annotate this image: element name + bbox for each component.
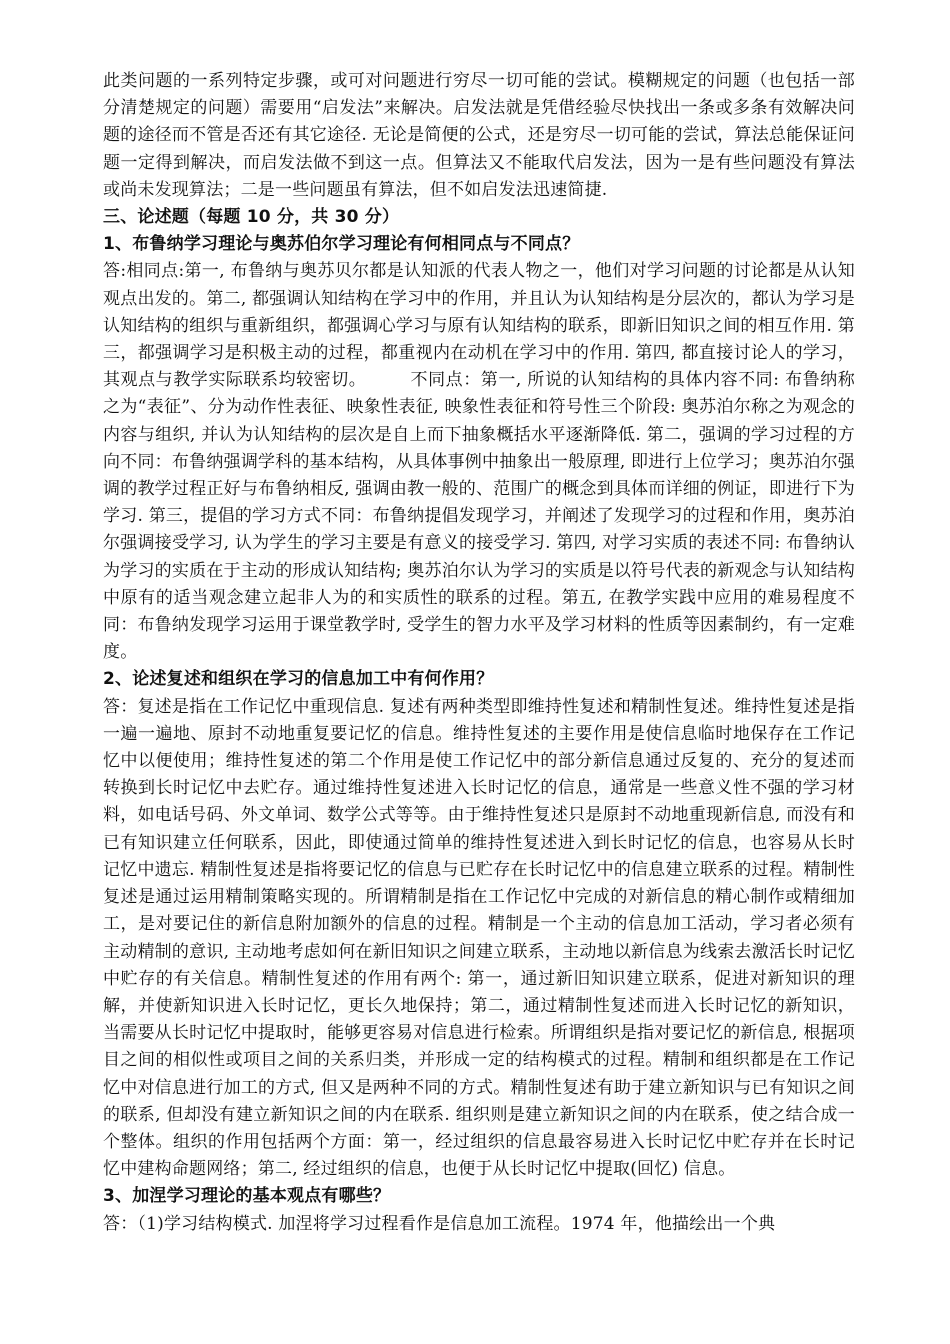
section-heading: 三、论述题（每题 10 分，共 30 分）: [103, 207, 400, 228]
question-3-answer: 答：（1)学习结构模式. 加涅将学习过程看作是信息加工流程。1974 年，他描绘出一个典: [103, 1213, 776, 1234]
document-page: [103, 68, 855, 1238]
question-1-title: 1、布鲁纳学习理论与奥苏伯尔学习理论有何相同点与不同点？: [103, 234, 580, 255]
question-2-title: 2、论述复述和组织在学习的信息加工中有何作用？: [103, 669, 494, 690]
question-3-title: 3、加涅学习理论的基本观点有哪些？: [103, 1186, 391, 1207]
intro-paragraph: 此类问题的一系列特定步骤，或可对问题进行穷尽一切可能的尝试。模糊规定的问题（也包括一部分清楚规定的问题）需要用“启发法”来解决。启发法就是凭借经验尽快找出一条或多条有效解决问题的途径而不管是否还有其它途径. 无论是简便的公式，还是穷尽一切可能的尝试，算法总能保证问题一定得到解决，而启发法做不到这一点。但算法又不能取代启发法，因为一是有些问题没有算法或尚未发现算法；二是一些问题虽有算法，但不如启发法迅速简捷.: [103, 71, 855, 200]
question-1-answer: 答:相同点:第一, 布鲁纳与奥苏贝尔都是认知派的代表人物之一，他们对学习问题的讨论都是从认知观点出发的。第二, 都强调认知结构在学习中的作用，并且认为认知结构是分层次的，都认为学习是认知结构的组织与重新组织，都强调心学习与原有认知结构的联系，即新旧知识之间的相互作用. 第三，都强调学习是积极主动的过程，都重视内在动机在学习中的作用. 第四, 都直接讨论人的学习，其观点与教学实际联系均较密切。 不同点：第一, 所说的认知结构的具体内容不同: 布鲁纳称之为“表征”、分为动作性表征、映象性表征, 映象性表征和符号性三个阶段: 奥苏泊尔称之为观念的内容与组织, 并认为认知结构的层次是自上而下抽象概括水平逐渐降低. 第二，强调的学习过程的方向不同：布鲁纳强调学科的基本结构，从具体事例中抽象出一般原理, 即进行上位学习；奥苏泊尔强调的教学过程正好与布鲁纳相反, 强调由教一般的、范围广的概念到具体而详细的例证，即进行下为学习. 第三，提倡的学习方式不同：布鲁纳提倡发现学习，并阐述了发现学习的过程和作用，奥苏泊尔强调接受学习, 认为学生的学习主要是有意义的接受学习. 第四, 对学习实质的表述不同: 布鲁纳认为学习的实质在于主动的形成认知结构; 奥苏泊尔认为学习的实质是以符号代表的新观念与认知结构中原有的适当观念建立起非人为的和实质性的联系的过程。第五, 在教学实践中应用的难易程度不同：布鲁纳发现学习运用于课堂教学时, 受学生的智力水平及学习材料的性质等因素制约，有一定难度。: [103, 261, 856, 663]
question-2-answer: 答：复述是指在工作记忆中重现信息. 复述有两种类型即维持性复述和精制性复述。维持性复述是指一遍一遍地、原封不动地重复要记忆的信息。维持性复述的主要作用是使信息临时地保存在工作记忆中以便使用；维持性复述的第二个作用是使工作记忆中的部分新信息通过反复的、充分的复述而转换到长时记忆中去贮存。通过维持性复述进入长时记忆的信息，通常是一些意义性不强的学习材料，如电话号码、外文单词、数学公式等等。由于维持性复述只是原封不动地重现新信息, 而没有和已有知识建立任何联系，因此，即使通过简单的维持性复述进入到长时记忆的信息，也容易从长时记忆中遗忘. 精制性复述是指将要记忆的信息与已贮存在长时记忆中的信息建立联系的过程。精制性复述是通过运用精制策略实现的。所谓精制是指在工作记忆中完成的对新信息的精心制作或精细加工，是对要记住的新信息附加额外的信息的过程。精制是一个主动的信息加工活动，学习者必须有主动精制的意识, 主动地考虑如何在新旧知识之间建立联系，主动地以新信息为线索去激活长时记忆中贮存的有关信息。精制性复述的作用有两个: 第一，通过新旧知识建立联系，促进对新知识的理解，并使新知识进入长时记忆，更长久地保持；第二，通过精制性复述而进入长时记忆的新知识，当需要从长时记忆中提取时，能够更容易对信息进行检索。所谓组织是指对要记忆的新信息, 根据项目之间的相似性或项目之间的关系归类，并形成一定的结构模式的过程。精制和组织都是在工作记忆中对信息进行加工的方式, 但又是两种不同的方式。精制性复述有助于建立新知识与已有知识之间的联系, 但却没有建立新知识之间的内在联系. 组织则是建立新知识之间的内在联系，使之结合成一个整体。组织的作用包括两个方面：第一，经过组织的信息最容易进入长时记忆中贮存并在长时记忆中建构命题网络；第二, 经过组织的信息，也便于从长时记忆中提取(回忆) 信息。: [103, 696, 855, 1180]
